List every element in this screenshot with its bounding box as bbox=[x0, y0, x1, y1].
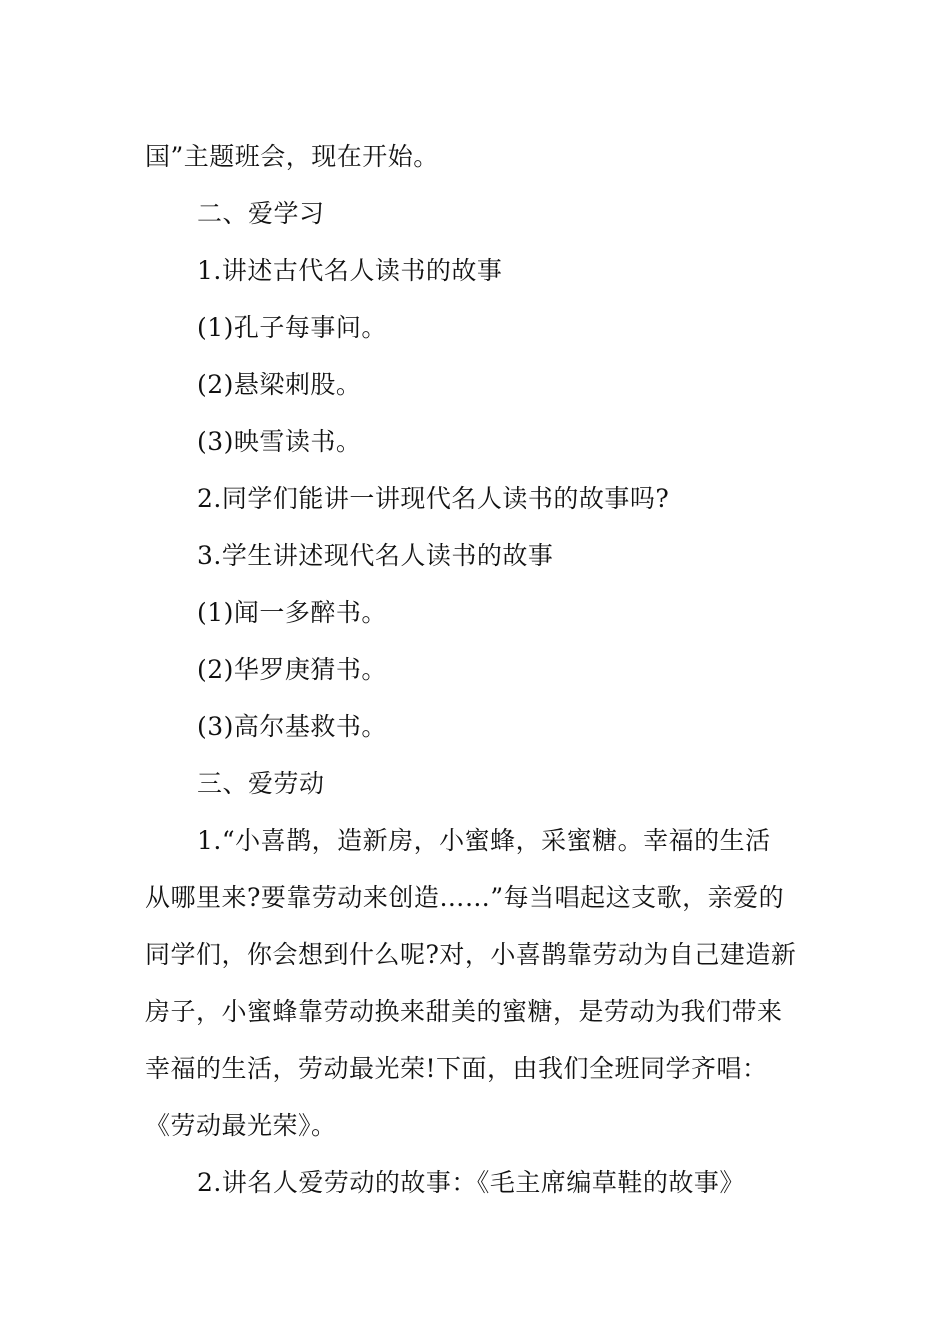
list-item: (2)悬梁刺股。 bbox=[197, 370, 362, 399]
paragraph-line: 房子，小蜜蜂靠劳动换来甜美的蜜糖，是劳动为我们带来 bbox=[145, 997, 783, 1026]
list-item: (1)孔子每事问。 bbox=[197, 313, 387, 342]
list-item: (2)华罗庚猜书。 bbox=[197, 655, 387, 684]
list-item: 2.讲名人爱劳动的故事：《毛主席编草鞋的故事》 bbox=[197, 1168, 745, 1197]
paragraph-line: 幸福的生活，劳动最光荣!下面，由我们全班同学齐唱： bbox=[145, 1054, 768, 1083]
paragraph-line: 1.“小喜鹊，造新房，小蜜蜂，采蜜糖。幸福的生活 bbox=[197, 826, 771, 855]
paragraph-line: 从哪里来?要靠劳动来创造……”每当唱起这支歌，亲爱的 bbox=[145, 883, 785, 912]
list-item: 2.同学们能讲一讲现代名人读书的故事吗? bbox=[197, 484, 670, 513]
section-heading-labor: 三、爱劳动 bbox=[197, 769, 325, 798]
list-item: (3)映雪读书。 bbox=[197, 427, 362, 456]
section-heading-study: 二、爱学习 bbox=[197, 199, 325, 228]
document-body bbox=[145, 128, 810, 1211]
paragraph-line: 同学们，你会想到什么呢?对，小喜鹊靠劳动为自己建造新 bbox=[145, 940, 797, 969]
list-item: 3.学生讲述现代名人读书的故事 bbox=[197, 541, 554, 570]
list-item: (1)闻一多醉书。 bbox=[197, 598, 387, 627]
paragraph-line: 《劳动最光荣》。 bbox=[145, 1111, 337, 1140]
list-item: 1.讲述古代名人读书的故事 bbox=[197, 256, 503, 285]
list-item: (3)高尔基救书。 bbox=[197, 712, 387, 741]
text-line-continuation: 国”主题班会，现在开始。 bbox=[145, 142, 439, 171]
